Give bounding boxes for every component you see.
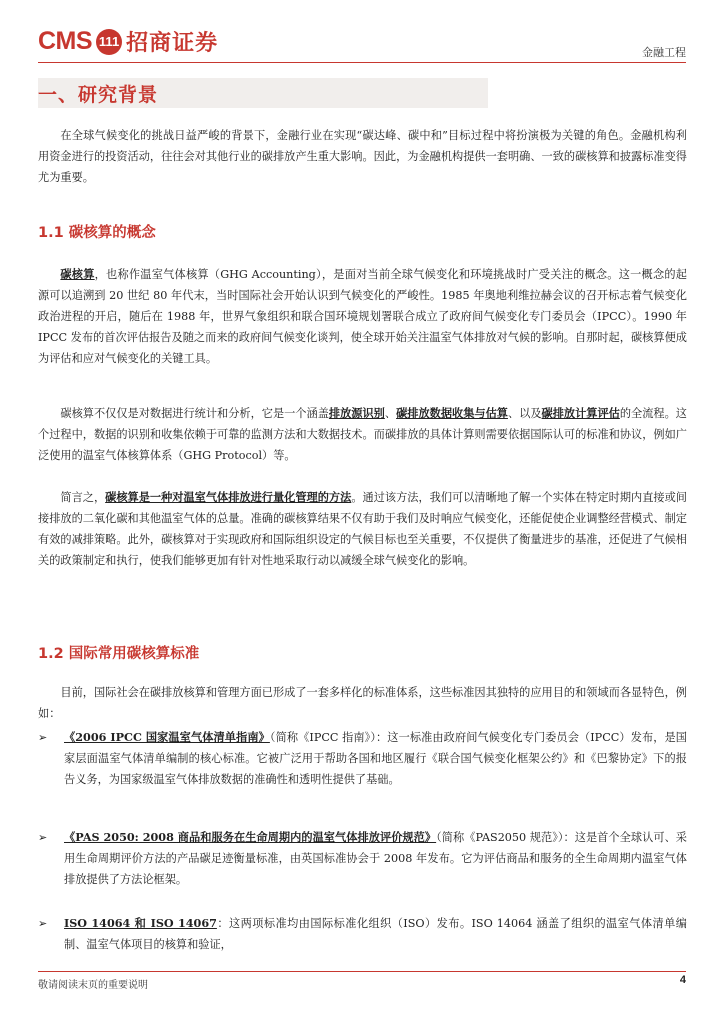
- summary-text-a: 简言之，: [60, 491, 106, 504]
- standard-description: ：这两项标准均由国际标准化组织（ISO）发布。ISO 14064 涵盖了组织的温室气体清单编制、温室气体项目的核算和验证，: [64, 917, 687, 951]
- process-text-c: 、: [384, 407, 397, 420]
- paragraph-definition-text: ，也称作温室气体核算（GHG Accounting），是面对当前全球气候变化和环境挑战时广受关注的概念。这一概念的起源可以追溯到 20 世纪 80 年代末，当时国际社会开始认识到气候变化的严峻性。1985 年奥地利维拉赫会议的召开标志着气候变化政治进程的开启，随后在 1988 年，世界气象组织和联合国环境规划署联合成立了政府间气候变化专门委员会（IPCC）。1990 年 IPCC 发布的首次评估报告及随之而来的政府间气候变化谈判，使全球开始关注温室气体排放对气候的影响。自那时起，碳核算便成为评估和应对气候变化的关键工具。: [38, 268, 687, 365]
- standards-intro-paragraph: 目前，国际社会在碳排放核算和管理方面已形成了一套多样化的标准体系，这些标准因其独特的应用目的和领域而各显特色，例如：: [38, 686, 687, 720]
- arrow-bullet-icon: ➢: [38, 731, 48, 744]
- process-text-e: 、以及: [507, 407, 542, 420]
- arrow-bullet-icon: ➢: [38, 831, 48, 844]
- standard-item-text: [64, 727, 687, 790]
- summary-text-c: 。通过该方法，我们可以清晰地了解一个实体在特定时期内直接或间接排放的二氧化碳和其他温室气体的总量。准确的碳核算结果不仅有助于我们及时响应气候变化，还能促使企业调整经营模式、制定有效的减排策略。此外，碳核算对于实现政府和国际组织设定的气候目标也至关重要，不仅提供了衡量进步的基准，还促进了气候相关的政策制定和执行，使我们能够更加有针对性地采取行动以减缓全球气候变化的影响。: [38, 491, 687, 567]
- standard-title: ISO 14064 和 ISO 14067: [64, 916, 217, 930]
- page-header: [0, 0, 724, 70]
- standard-title: 《2006 IPCC 国家温室气体清单指南》: [64, 730, 270, 744]
- header-divider: [38, 62, 686, 63]
- footer-divider: [38, 971, 686, 972]
- arrow-bullet-icon: ➢: [38, 917, 48, 930]
- process-term-data-collection: 碳排放数据收集与估算: [396, 406, 508, 420]
- process-term-calculation: 碳排放计算评估: [541, 406, 620, 420]
- company-logo: [38, 26, 218, 57]
- subsection-1-title: 1.1 碳核算的概念: [38, 225, 156, 241]
- standard-description: （简称《PAS2050 规范》）：这是首个全球认可、采用生命周期评价方法的产品碳足迹衡量标准，由英国标准协会于 2008 年发布。它为评估商品和服务的全生命周期内温室气体排放提供了方法论框架。: [64, 831, 687, 886]
- header-section-label: 金融工程: [642, 46, 686, 59]
- process-term-source-identification: 排放源识别: [328, 406, 385, 420]
- logo-emblem-icon: 111: [96, 29, 122, 55]
- process-text-g: 的全流程。这个过程中，数据的识别和收集依赖于可靠的监测方法和大数据技术。而碳排放的具体计算则需要依据国际认可的标准和协议，例如广泛使用的温室气体核算体系（GHG Protocol）等。: [38, 407, 687, 462]
- standard-item-text: [64, 827, 687, 890]
- paragraph-summary: [38, 487, 687, 571]
- logo-cms-text: CMS: [38, 27, 93, 55]
- standard-description: （简称《IPCC 指南》）：这一标准由政府间气候变化专门委员会（IPCC）发布，是国家层面温室气体清单编制的核心标准。它被广泛用于帮助各国和地区履行《联合国气候变化框架公约》和《巴黎协定》下的报告义务，为国家级温室气体排放数据的准确性和透明性提供了基础。: [64, 731, 687, 786]
- paragraph-process: [38, 403, 687, 466]
- process-text-a: 碳核算不仅仅是对数据进行统计和分析，它是一个涵盖: [60, 407, 329, 420]
- footer-disclaimer-note: 敬请阅读末页的重要说明: [38, 980, 148, 991]
- logo-company-name: 招商证券: [126, 31, 219, 56]
- standard-title: 《PAS 2050: 2008 商品和服务在生命周期内的温室气体排放评价规范》: [64, 830, 437, 844]
- summary-key-definition: 碳核算是一种对温室气体排放进行量化管理的方法: [105, 490, 352, 504]
- term-carbon-accounting: 碳核算: [60, 267, 95, 281]
- section-heading: [38, 78, 488, 108]
- paragraph-definition: [38, 264, 687, 369]
- intro-paragraph: 在全球气候变化的挑战日益严峻的背景下，金融行业在实现“碳达峰、碳中和”目标过程中将扮演极为关键的角色。金融机构利用资金进行的投资活动，往往会对其他行业的碳排放产生重大影响。因此，为金融机构提供一套明确、一致的碳核算和披露标准变得尤为重要。: [38, 129, 687, 184]
- page-number: 4: [679, 974, 686, 986]
- subsection-2-title: 1.2 国际常用碳核算标准: [38, 646, 200, 662]
- section-heading-text: 一、研究背景: [38, 84, 159, 106]
- standard-item-text: [64, 913, 687, 955]
